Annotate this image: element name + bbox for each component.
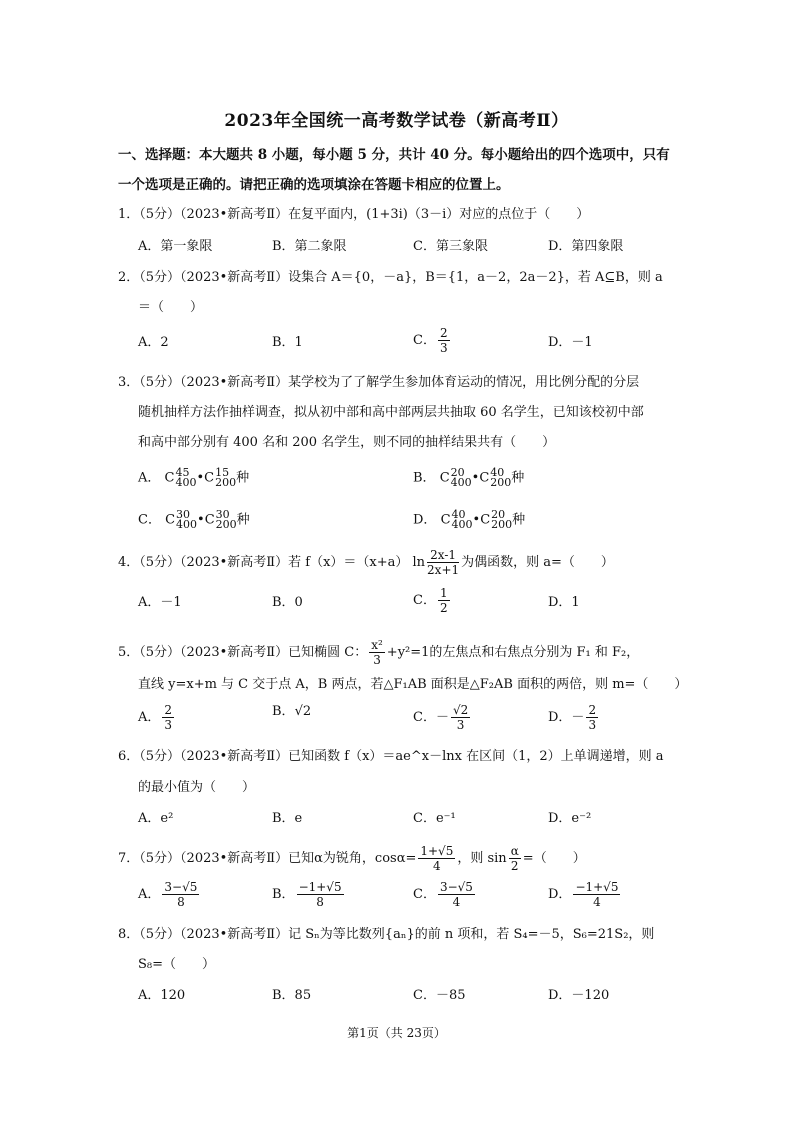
fraction-numerator: 2 [439, 326, 448, 340]
comb-sub: 200 [215, 518, 237, 531]
section-heading-line2: 一个选项是正确的。请把正确的选项填涂在答题卡相应的位置上。 [118, 177, 510, 193]
q7-option-b [272, 880, 346, 909]
option-suffix: 种 [236, 470, 250, 486]
q7-option-a-label: A． [138, 887, 161, 902]
page-title: 2023年全国统一高考数学试卷（新高考Ⅱ） [224, 111, 569, 131]
q7-option-d-fraction [573, 880, 620, 909]
q5-option-c-fraction [451, 703, 470, 732]
combination-symbol: C 30 200 [204, 508, 237, 531]
question-5-line1 [118, 638, 639, 667]
q7-prefix: 7．（5分）（2023•新高考Ⅱ）已知α为锐角，cosα= [118, 851, 417, 866]
q8-option-b: B．85 [272, 988, 312, 1003]
q4-option-d: D．1 [548, 595, 580, 610]
fraction-denominator: 2 [439, 601, 448, 615]
q7-option-c [413, 880, 477, 909]
comb-sub: 400 [450, 476, 472, 489]
q1-option-c: C．第三象限 [413, 239, 488, 254]
q6-option-b: B．e [272, 811, 303, 826]
q1-option-a: A．第一象限 [138, 239, 213, 254]
q5-option-b-label: B． [272, 704, 295, 719]
question-7-text [118, 844, 586, 873]
page-footer: 第1页（共 23页） [347, 1026, 446, 1040]
fraction-denominator: 2x+1 [427, 563, 460, 577]
q2-option-d: D．－1 [548, 335, 593, 350]
q5-option-d-label: D．－ [548, 710, 585, 725]
q7-option-d-label: D． [548, 887, 572, 902]
question-3-line1: 3．（5分）（2023•新高考Ⅱ）某学校为了了解学生参加体育运动的情况，用比例分配的分层 [118, 375, 640, 390]
comb-sub: 400 [175, 476, 197, 489]
q5-suffix: +y²=1的左焦点和右焦点分别为 F₁ 和 F₂， [386, 645, 640, 660]
q7-option-d [548, 880, 622, 909]
q7-middle: ，则 sin [457, 851, 507, 866]
q7-option-a-fraction [162, 880, 199, 909]
q5-option-b-value: √2 [294, 704, 312, 719]
question-2-continuation: ＝（ ） [138, 300, 204, 315]
fraction-numerator: √2 [452, 703, 469, 717]
q3-option-a-label: A． [138, 470, 161, 486]
q2-option-a: A．2 [138, 335, 169, 350]
combination-symbol: C 40 400 [440, 508, 473, 531]
q4-option-c [413, 586, 452, 615]
combination-symbol: C 15 200 [204, 466, 237, 489]
question-4-text [118, 548, 614, 577]
q4-option-c-label: C． [413, 593, 436, 608]
fraction-numerator: α [510, 844, 519, 858]
q1-option-b: B．第二象限 [272, 239, 347, 254]
option-suffix: 种 [512, 512, 526, 528]
comb-sub: 200 [215, 476, 237, 489]
q7-option-b-label: B． [272, 887, 295, 902]
comb-sup: 20 [450, 466, 465, 479]
q2-option-c-fraction [438, 326, 450, 355]
question-5-line2: 直线 y=x+m 与 C 交于点 A，B 两点，若△F₁AB 面积是△F₂AB 面积的两倍，则 m=（ ） [138, 677, 688, 692]
comb-sub: 400 [451, 518, 473, 531]
comb-sup: 30 [215, 508, 230, 521]
q2-option-b: B．1 [272, 335, 303, 350]
fraction-numerator: x² [371, 638, 383, 652]
q7-option-b-fraction [297, 880, 344, 909]
q7-option-a [138, 880, 201, 909]
q4-fraction [427, 548, 459, 577]
fraction-numerator: 1+√5 [420, 844, 454, 858]
comb-sup: 45 [175, 466, 190, 479]
comb-sup: 40 [451, 508, 466, 521]
question-8-line1: 8．（5分）（2023•新高考Ⅱ）记 Sₙ为等比数列{aₙ}的前 n 项和，若 S₄=－5，S₆=21S₂，则 [118, 927, 655, 942]
question-1-text: 1．（5分）（2023•新高考Ⅱ）在复平面内，(1+3i)（3－i）对应的点位于（ ） [118, 207, 590, 222]
combination-symbol: C 20 400 [439, 466, 472, 489]
section-heading-line1: 一、选择题：本大题共 8 小题，每小题 5 分，共计 40 分。每小题给出的四个选项中，只有 [118, 147, 670, 163]
comb-sup: 30 [176, 508, 191, 521]
comb-sub: 400 [176, 518, 198, 531]
q6-option-a: A．e² [138, 811, 174, 826]
fraction-denominator: 3 [456, 718, 465, 732]
combination-symbol: C 45 400 [164, 466, 197, 489]
q4-prefix: 4．（5分）（2023•新高考Ⅱ）若 f（x）＝（x+a） ln [118, 555, 426, 570]
fraction-denominator: 4 [452, 895, 461, 909]
q3-option-a: A． C 45 400 •C 15 200 种 [138, 466, 250, 489]
question-6-line2: 的最小值为（ ） [138, 780, 256, 795]
fraction-numerator: 1 [439, 586, 448, 600]
fraction-numerator: 2 [588, 703, 597, 717]
q5-option-a-fraction [162, 703, 174, 732]
fraction-denominator: 3 [588, 718, 597, 732]
comb-sub: 200 [490, 476, 512, 489]
q3-option-d: D． C 40 400 •C 20 200 种 [413, 508, 526, 531]
q4-option-c-fraction [438, 586, 450, 615]
q7-suffix: =（ ） [522, 851, 586, 866]
q8-option-d: D．－120 [548, 988, 610, 1003]
q6-option-d: D．e⁻² [548, 811, 592, 826]
fraction-denominator: 3 [373, 653, 381, 667]
comb-sup: 40 [490, 466, 505, 479]
fraction-denominator: 8 [177, 895, 185, 909]
q8-option-a: A．120 [138, 988, 186, 1003]
fraction-numerator: −1+√5 [575, 880, 619, 894]
q5-option-b [272, 703, 311, 721]
q1-option-d: D．第四象限 [548, 239, 624, 254]
q5-fraction [369, 638, 385, 667]
comb-sup: 15 [215, 466, 230, 479]
question-3-line2: 随机抽样方法作抽样调查，拟从初中部和高中部两层共抽取 60 名学生，已知该校初中部 [138, 405, 644, 420]
fraction-denominator: 3 [439, 341, 448, 355]
question-2-text: 2．（5分）（2023•新高考Ⅱ）设集合 A＝{0，－a}，B＝{1，a－2，2a－2}，若 A⊆B，则 a [118, 270, 663, 285]
q3-option-c-label: C． [138, 512, 161, 528]
fraction-denominator: 4 [433, 859, 441, 873]
q3-option-c: C． C 30 400 •C 30 200 种 [138, 508, 250, 531]
option-suffix: 种 [236, 512, 250, 528]
fraction-numerator: 2x-1 [427, 548, 459, 563]
combination-symbol: C 20 200 [480, 508, 513, 531]
question-8-line2: S₈=（ ） [138, 957, 216, 972]
q5-option-d [548, 703, 600, 732]
q7-half-angle-fraction [509, 844, 521, 873]
q5-prefix: 5．（5分）（2023•新高考Ⅱ）已知椭圆 C： [118, 645, 368, 660]
q5-option-a [138, 703, 176, 732]
q7-option-c-label: C． [413, 887, 436, 902]
q4-suffix: 为偶函数，则 a=（ ） [461, 555, 614, 570]
q2-option-c [413, 326, 452, 355]
fraction-numerator: 3−√5 [164, 880, 198, 894]
q5-option-a-label: A． [138, 710, 161, 725]
fraction-denominator: 2 [510, 859, 519, 873]
q7-option-c-fraction [438, 880, 475, 909]
q5-option-c [413, 703, 472, 732]
q8-option-c: C．－85 [413, 988, 466, 1003]
q7-cos-fraction [418, 844, 455, 873]
fraction-denominator: 4 [593, 895, 601, 909]
fraction-denominator: 8 [316, 895, 324, 909]
option-suffix: 种 [511, 470, 525, 486]
q2-option-c-label: C． [413, 333, 436, 348]
q3-option-b-label: B． [413, 470, 436, 486]
question-3-line3: 和高中部分别有 400 名和 200 名学生，则不同的抽样结果共有（ ） [138, 435, 556, 450]
combination-symbol: C 40 200 [479, 466, 512, 489]
comb-sup: 20 [491, 508, 506, 521]
comb-sub: 200 [491, 518, 513, 531]
question-6-line1: 6．（5分）（2023•新高考Ⅱ）已知函数 f（x）＝ae^x－lnx 在区间（1，2）上单调递增，则 a [118, 749, 664, 764]
q3-option-b: B． C 20 400 •C 40 200 种 [413, 466, 525, 489]
q5-option-d-fraction [586, 703, 598, 732]
fraction-denominator: 3 [164, 718, 173, 732]
fraction-numerator: 3−√5 [439, 880, 473, 894]
q4-option-a: A．－1 [138, 595, 182, 610]
q6-option-c: C．e⁻¹ [413, 811, 456, 826]
q4-option-b: B．0 [272, 595, 303, 610]
fraction-numerator: 2 [164, 703, 173, 717]
q3-option-d-label: D． [413, 512, 437, 528]
q5-option-c-label: C．－ [413, 710, 449, 725]
fraction-numerator: −1+√5 [298, 880, 342, 894]
combination-symbol: C 30 400 [165, 508, 198, 531]
